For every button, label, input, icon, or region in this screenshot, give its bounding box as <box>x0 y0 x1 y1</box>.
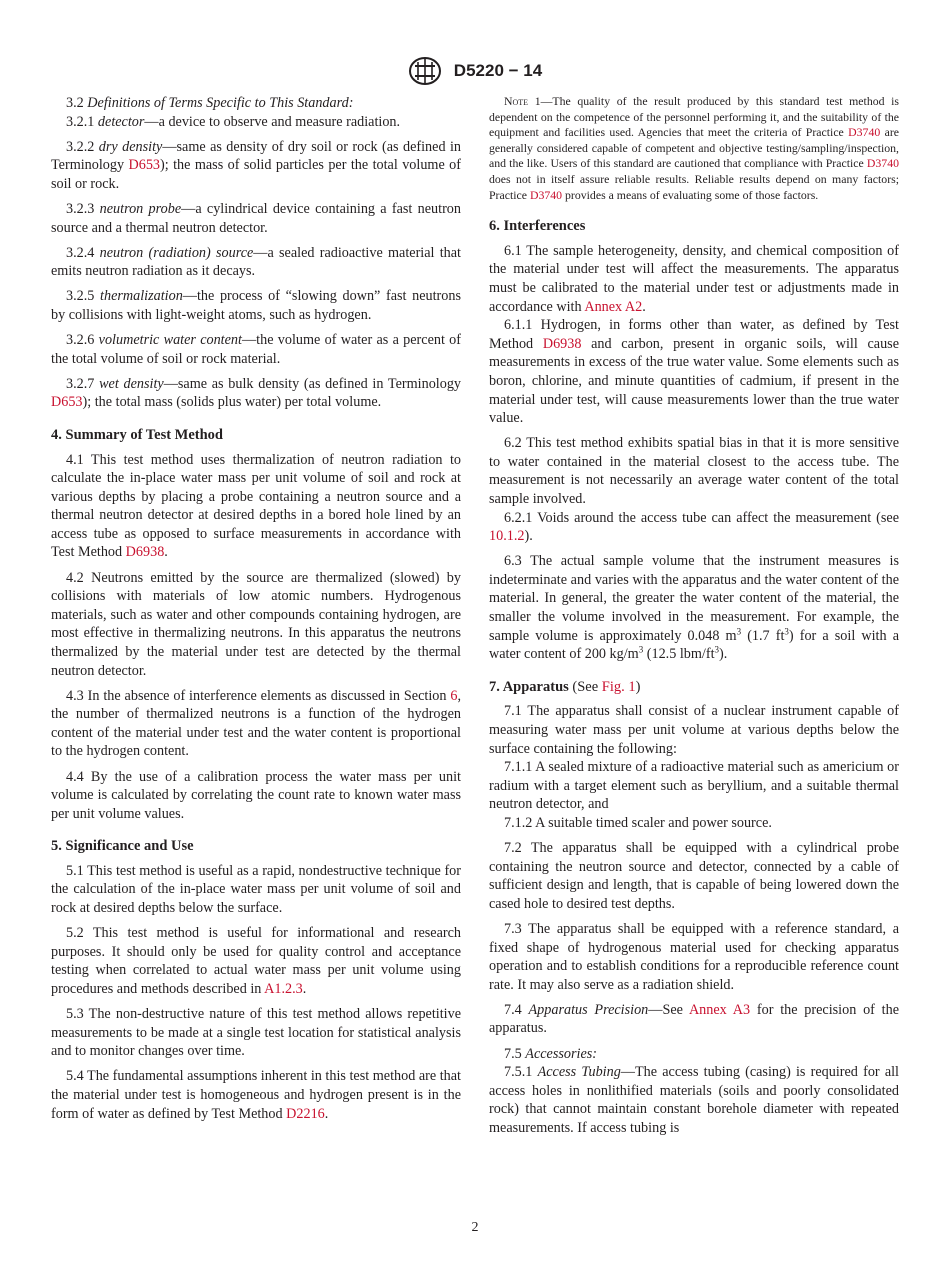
para-5-2: 5.2 This test method is useful for informational and research purposes. It should only be used for quality control and acceptance testing when correlated to actual water mass per unit volume using procedures and methods described in A1.2.3. <box>51 925 461 997</box>
ref-d3740-link[interactable]: D3740 <box>848 125 881 140</box>
para-7-1-2: 7.1.2 A suitable timed scaler and power source. <box>504 814 772 831</box>
ref-d3740-link[interactable]: D3740 <box>866 156 899 171</box>
ref-10-1-2-link[interactable]: 10.1.2 <box>489 528 525 545</box>
para-7-3: 7.3 The apparatus shall be equipped with a reference standard, a fixed shape of hydrogenous material used for checking apparatus operation and to establish conditions for a reproducible reference count rate. It may also serve as a radiation shield. <box>489 920 899 993</box>
note-1: Note 1—The quality of the result produced by this standard test method is dependent on the competence of the personnel performing it, and the suitability of the equipment and facilities used. Agencies that meet the criteria of Practice D3740 are generally considered capable of competent and objective testing/sampling/inspection, and the like. Users of this standard are cautioned that compliance with Practice D3740 does not in itself assure reliable results. Reliable results depend on many factors; Practice D3740 provides a means of evaluating some of those factors. <box>489 94 899 202</box>
def-wet-density: 3.2.7 wet density—same as bulk density (as defined in Terminology D653); the total mass (solids plus water) per total volume. <box>51 375 462 411</box>
designation: D5220 − 14 <box>453 61 543 80</box>
page-header <box>0 56 950 86</box>
para-4-1: 4.1 This test method uses thermalization of neutron radiation to calculate the in-place water mass per unit volume of soil and rock at various depths by placing a probe containing a neutron source and a thermal neutron detector at desired depths in a bored hole lined by an access tube as opposed to surface measurements in accordance with Test Method D6938. <box>51 451 461 561</box>
def-neutron-probe: 3.2.3 neutron probe—a cylindrical device containing a fast neutron source and a thermal neutron detector. <box>51 200 461 236</box>
para-4-2: 4.2 Neutrons emitted by the source are thermalized (slowed) by collisions with materials of low atomic numbers. Hydrogenous materials, such as water and other compounds containing hydrogen, are most effective in thermalizing neutrons. In this apparatus the neutrons thermalized by the material under test are detected by the thermal neutron detector. <box>51 569 461 679</box>
ref-d3740-link[interactable]: D3740 <box>529 187 563 202</box>
def-detector: 3.2.1 detector—a device to observe and measure radiation. <box>66 113 401 130</box>
section-heading-6: 6. Interferences <box>489 218 586 235</box>
astm-logo-icon <box>408 56 442 86</box>
para-7-1: 7.1 The apparatus shall consist of a nuclear instrument capable of measuring water mass per unit volume at various depths below the surface containing the following: <box>489 703 899 757</box>
left-column <box>51 94 461 1130</box>
ref-d2216-link[interactable]: D2216 <box>286 1105 325 1122</box>
page-number: 2 <box>471 1220 479 1235</box>
para-4-3: 4.3 In the absence of interference elements as discussed in Section 6, the number of thermalized neutrons is a function of the hydrogen content of the material under test and the water content is proportional to the hydrogen content. <box>51 687 461 760</box>
right-column <box>489 94 899 1144</box>
def-thermalization: 3.2.5 thermalization—the process of “slowing down” fast neutrons by collisions with light-weight atoms, such as hydrogen. <box>51 288 461 323</box>
ref-annex-a2-link[interactable]: Annex A2 <box>584 298 643 315</box>
def-neutron-source: 3.2.4 neutron (radiation) source—a sealed radioactive material that emits neutron radiation as it decays. <box>51 244 461 280</box>
para-6-1: 6.1 The sample heterogeneity, density, and chemical composition of the material under test will affect the measurements. The apparatus must be calibrated to the material under test or adjustments made in accordance with Annex A2. <box>489 242 899 315</box>
para-5-4: 5.4 The fundamental assumptions inherent in this test method are that the material under test is homogeneous and hydrogen present is in the form of water as defined by Test Method D2216. <box>51 1068 461 1122</box>
ref-annex-a3-link[interactable]: Annex A3 <box>688 1001 751 1018</box>
para-7-1-1: 7.1.1 A sealed mixture of a radioactive material such as americium or radium with a target element such as beryllium, and a suitable thermal neutron detector, and <box>489 759 899 813</box>
section-heading-7: 7. Apparatus (See Fig. 1) <box>489 678 641 695</box>
ref-d653-link[interactable]: D653 <box>51 394 83 411</box>
para-6-2-1: 6.2.1 Voids around the access tube can affect the measurement (see 10.1.2). <box>489 509 899 545</box>
para-7-5-1: 7.5.1 Access Tubing—The access tubing (casing) is required for all access holes in nonlithified materials (soils and poorly consolidated rock) that cannot maintain constant borehole diameter with repeated measurements. If access tubing is <box>489 1064 900 1136</box>
ref-d6938-link[interactable]: D6938 <box>125 544 165 561</box>
section-heading-4: 4. Summary of Test Method <box>51 426 223 443</box>
para-7-5: 7.5 Accessories: <box>504 1045 597 1062</box>
ref-fig-1-link[interactable]: Fig. 1 <box>601 678 636 695</box>
ref-d653-link[interactable]: D653 <box>128 157 161 174</box>
para-7-2: 7.2 The apparatus shall be equipped with a cylindrical probe containing the neutron source and detector, connected by a cable of sufficient design and length, that is capable of being lowered down the cased hole to desired test depths. <box>489 840 899 912</box>
para-7-4: 7.4 Apparatus Precision—See Annex A3 for the precision of the apparatus. <box>489 1001 900 1037</box>
def-dry-density: 3.2.2 dry density—same as density of dry soil or rock (as defined in Terminology D653); the mass of solid particles per the total volume of soil or rock. <box>51 138 461 192</box>
ref-d6938-link[interactable]: D6938 <box>542 335 582 352</box>
para-6-3: 6.3 The actual sample volume that the instrument measures is indeterminate and varies with the apparatus and the water content of the material. In general, the greater the water content of the material, the smaller the volume involved in the measurement. For example, the sample volume is approximately 0.048 $m^3$ (1.7 $ft^3$) for a soil with a water content of 200 $kg/m^3$ (12.5 lbm/$ft^3$). <box>489 553 899 663</box>
para-6-2: 6.2 This test method exhibits spatial bias in that it is more sensitive to water contained in the material closest to the access tube. The measurement is not necessarily an average water content of the total sample involved. <box>489 435 899 507</box>
section-3-2: 3.2 Definitions of Terms Specific to This Standard: <box>66 95 354 111</box>
para-5-1: 5.1 This test method is useful as a rapid, nondestructive technique for the calculation of the in-place water mass per unit volume of soil and rock at desired depths below the surface. <box>51 862 461 917</box>
para-5-3: 5.3 The non-destructive nature of this test method allows repetitive measurements to be made at a single test location for statistical analysis and to monitor changes over time. <box>51 1006 461 1060</box>
section-heading-5: 5. Significance and Use <box>51 838 194 855</box>
para-6-1-1: 6.1.1 Hydrogen, in forms other than water, as defined by Test Method D6938 and carbon, present in organic soils, will cause measurements in excess of the true water value. Some elements such as boron, chlorine, and minute quantities of cadmium, if present in the material under test, will cause measurements lower than the true water value. <box>489 317 899 427</box>
ref-a1-2-3-link[interactable]: A1.2.3 <box>264 980 303 997</box>
ref-section-6-link[interactable]: 6 <box>450 687 458 704</box>
def-volumetric-water-content: 3.2.6 volumetric water content—the volume of water as a percent of the total volume of soil or rock material. <box>51 332 461 367</box>
para-4-4: 4.4 By the use of a calibration process the water mass per unit volume is calculated by correlating the count rate to known water mass per unit volume values. <box>51 768 461 822</box>
